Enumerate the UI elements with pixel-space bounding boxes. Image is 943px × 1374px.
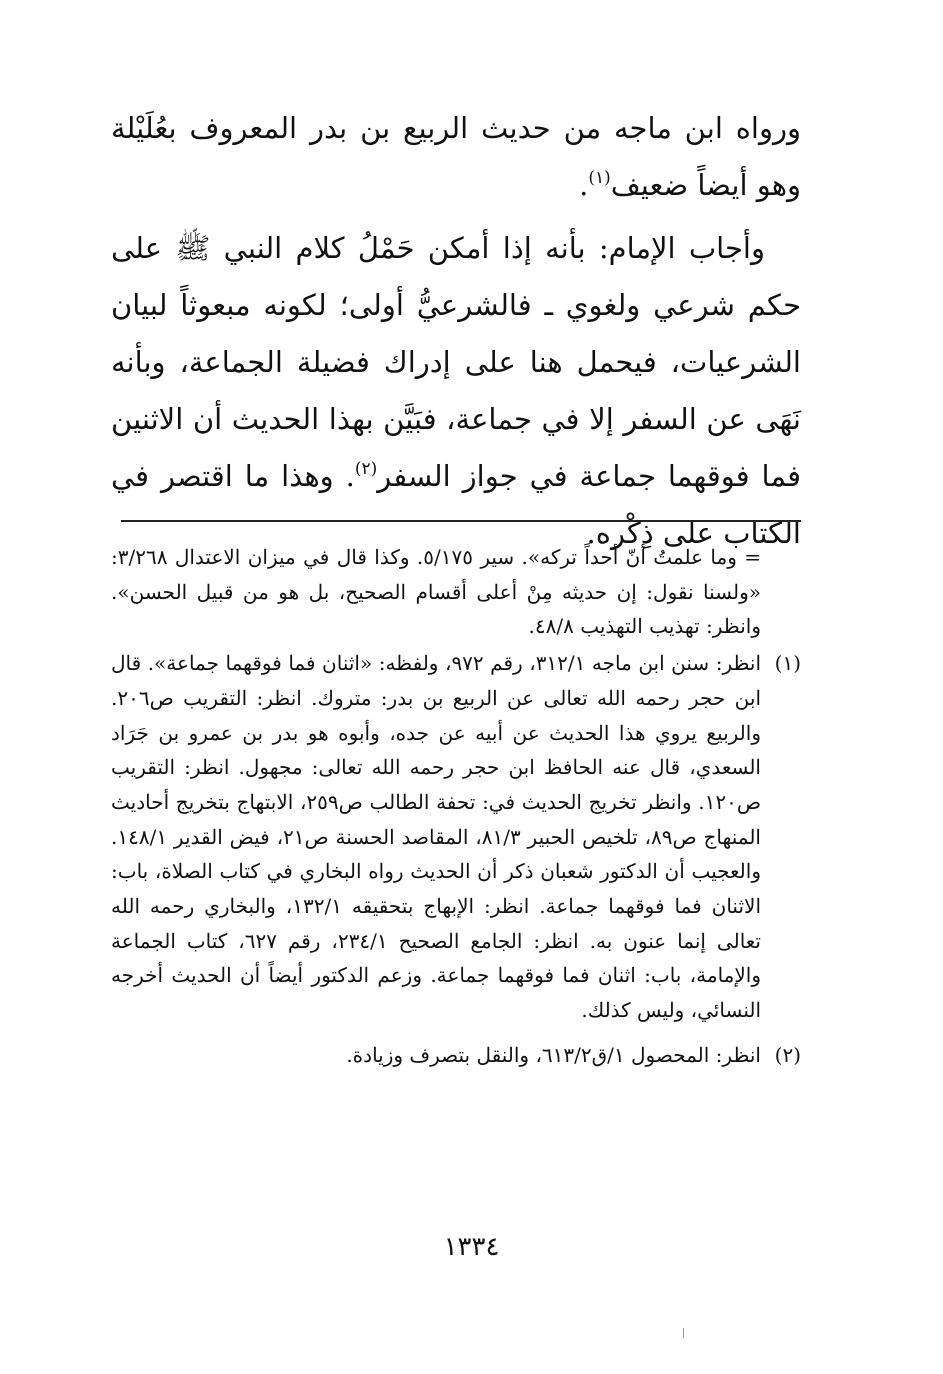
footnote-marker-2[interactable]: (٢) [354,459,378,479]
footnote-separator [121,520,801,522]
footnote-1 [111,646,801,1028]
paragraph-imam-answer [111,220,801,562]
paragraph-text: ورواه ابن ماجه من حديث الربيع بن بدر المعروف بعُلَيْلة وهو أيضاً ضعيف [111,111,801,202]
paragraph-text-end: . وهذا ما اقتصر في الكتاب على ذِكْره. [111,459,801,550]
footnote-number: (١) [774,651,801,676]
footnotes [111,540,801,1073]
paragraph-text: وأجاب الإمام: بأنه إذا أمكن حَمْلُ كلام النبي ﷺ على حكم شرعي ولغوي ـ فالشرعيُّ أولى؛ لكونه مبعوثاً لبيان الشرعيات، فيحمل هنا على إدراك فضيلة الجماعة، وبأنه نَهَى عن السفر إلا في جماعة، فبَيَّن بهذا الحديث أن الاثنين فما فوقهما جماعة في جواز السفر [111,231,801,493]
footnote-marker-1[interactable]: (١) [588,168,611,188]
footnote-2 [111,1038,801,1073]
paragraph-end: . [579,168,589,202]
footnote-continuation: = وما علمتُ أنّ أحداً تركه». سير ٥/١٧٥. وكذا قال في ميزان الاعتدال ٣/٢٦٨: «ولسنا نقول: إن حديثه مِنْ أعلى أقسام الصحيح، بل هو من قبيل الحسن». وانظر: تهذيب التهذيب ٤٨/٨. [111,545,761,639]
footnote-text: انظر: سنن ابن ماجه ٣١٢/١، رقم ٩٧٢، ولفظه: «اثنان فما فوقهما جماعة». قال ابن حجر رحمه الله تعالى عن الربيع بن بدر: متروك. انظر: التقريب ص٢٠٦. والربيع يروي هذا الحديث عن أبيه عن جده، وأبوه هو بدر بن عمرو بن جَرَاد السعدي، قال عنه الحافظ ابن حجر رحمه الله تعالى: مجهول. انظر: التقريب ص١٢٠. وانظر تخريج الحديث في: تحفة الطالب ص٢٥٩، الابتهاج بتخريج أحاديث المنهاج ص٨٩، تلخيص الحبير ٨١/٣، المقاصد الحسنة ص٢١، فيض القدير ١٤٨/١. والعجيب أن الدكتور شعبان ذكر أن الحديث رواه البخاري في كتاب الصلاة، باب: الاثنان فما فوقهما جماعة. انظر: الإبهاج بتحقيقه ١٣٢/١، والبخاري رحمه الله تعالى إنما عنون به. انظر: الجامع الصحيح ٢٣٤/١، رقم ٦٢٧، كتاب الجماعة والإمامة، باب: اثنان فما فوقهما جماعة. وزعم الدكتور أيضاً أن الحديث أخرجه النسائي، وليس كذلك. [111,651,762,1023]
paragraph-ibn-majah [111,100,801,214]
main-text [111,100,801,562]
scan-speck [683,1328,684,1338]
footnote-number: (٢) [774,1042,801,1067]
footnote-text: انظر: المحصول ١/ق٦١٣/٢، والنقل بتصرف وزيادة. [346,1042,761,1067]
page-number: ١٣٣٤ [443,1232,500,1262]
